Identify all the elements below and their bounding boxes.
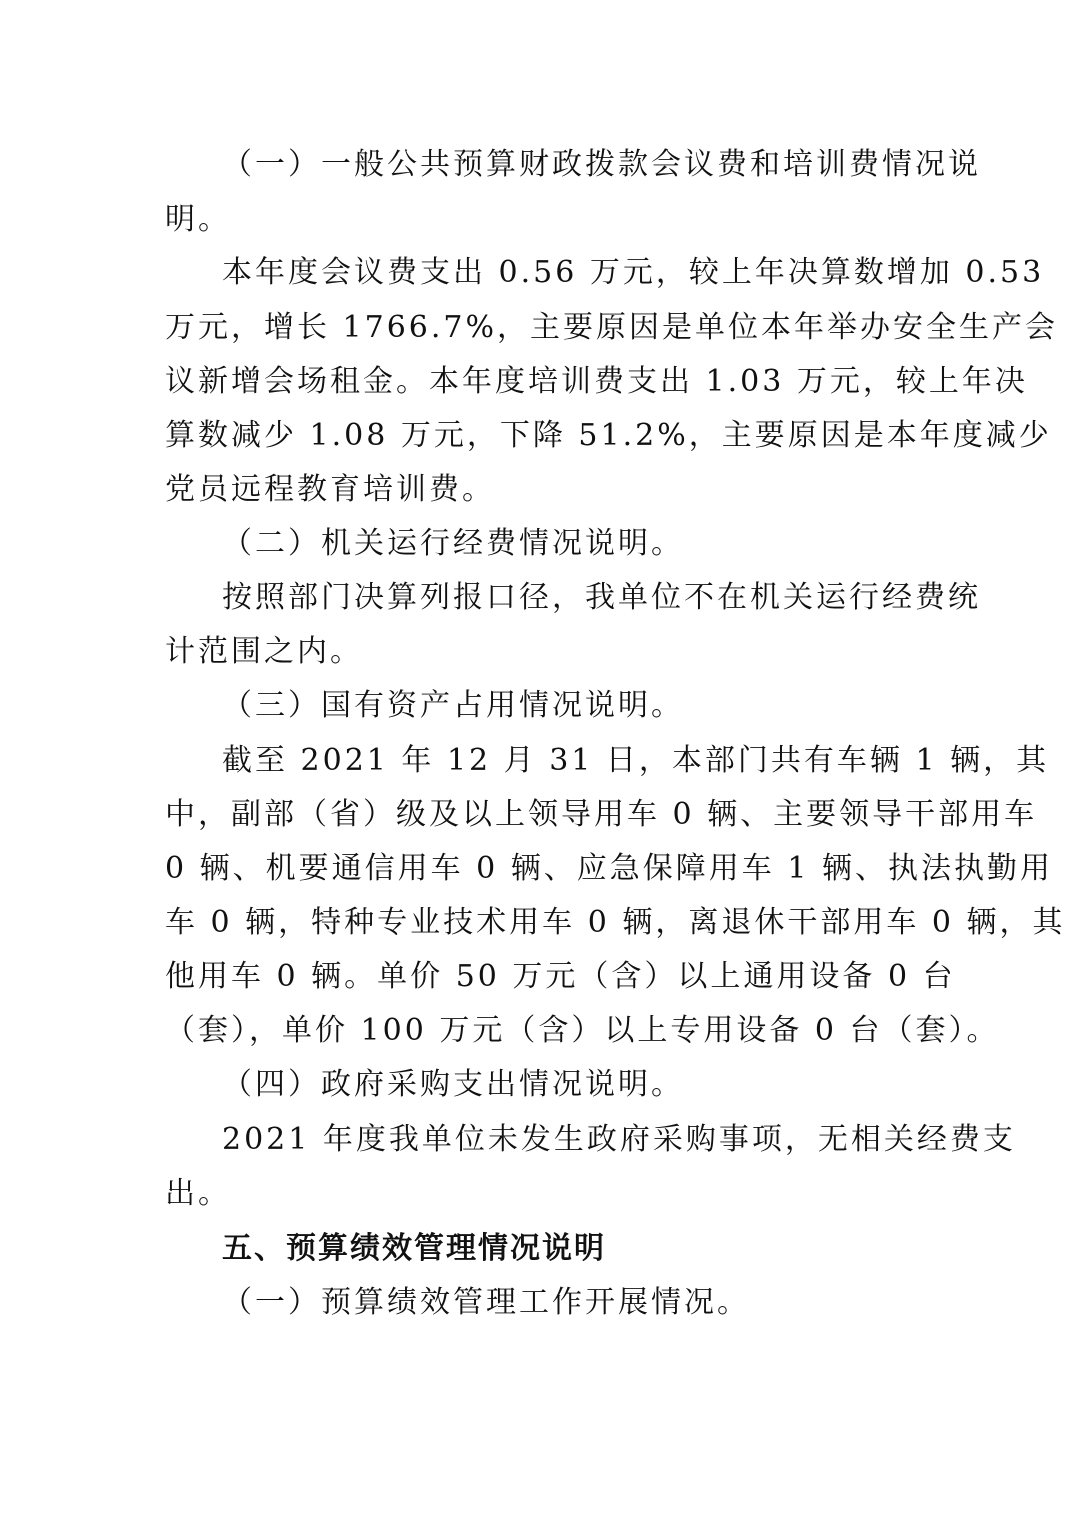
chapter-heading-performance: 五、预算绩效管理情况说明 bbox=[222, 1231, 606, 1266]
paragraph-line: 2021 年度我单位未发生政府采购事项，无相关经费支 bbox=[222, 1122, 1016, 1157]
section-heading-meeting-training: （一）一般公共预算财政拨款会议费和培训费情况说 bbox=[222, 147, 981, 182]
paragraph-line: （套），单价 100 万元（含）以上专用设备 0 台（套）。 bbox=[165, 1013, 1000, 1048]
paragraph-line: 算数减少 1.08 万元，下降 51.2%，主要原因是本年度减少 bbox=[165, 418, 1052, 453]
paragraph-line: 按照部门决算列报口径，我单位不在机关运行经费统 bbox=[222, 580, 981, 615]
section-heading-procurement: （四）政府采购支出情况说明。 bbox=[222, 1067, 684, 1102]
paragraph-line: 明。 bbox=[165, 202, 231, 237]
paragraph-line: 中，副部（省）级及以上领导用车 0 辆、主要领导干部用车 bbox=[165, 797, 1038, 832]
paragraph-line: 他用车 0 辆。单价 50 万元（含）以上通用设备 0 台 bbox=[165, 959, 956, 994]
paragraph-line: 万元，增长 1766.7%，主要原因是单位本年举办安全生产会 bbox=[165, 310, 1059, 345]
section-heading-state-assets: （三）国有资产占用情况说明。 bbox=[222, 688, 684, 723]
section-heading-operating-expenses: （二）机关运行经费情况说明。 bbox=[222, 526, 684, 561]
paragraph-line: 议新增会场租金。本年度培训费支出 1.03 万元，较上年决 bbox=[165, 364, 1028, 399]
paragraph-line: 计范围之内。 bbox=[165, 634, 363, 669]
section-heading-performance-work: （一）预算绩效管理工作开展情况。 bbox=[222, 1285, 750, 1320]
paragraph-line: 出。 bbox=[165, 1176, 231, 1211]
paragraph-line: 党员远程教育培训费。 bbox=[165, 472, 495, 507]
paragraph-line: 本年度会议费支出 0.56 万元，较上年决算数增加 0.53 bbox=[222, 255, 1045, 290]
paragraph-line: 车 0 辆，特种专业技术用车 0 辆，离退休干部用车 0 辆，其 bbox=[165, 905, 1066, 940]
paragraph-line: 0 辆、机要通信用车 0 辆、应急保障用车 1 辆、执法执勤用 bbox=[165, 851, 1053, 886]
paragraph-line: 截至 2021 年 12 月 31 日，本部门共有车辆 1 辆，其 bbox=[222, 743, 1050, 778]
